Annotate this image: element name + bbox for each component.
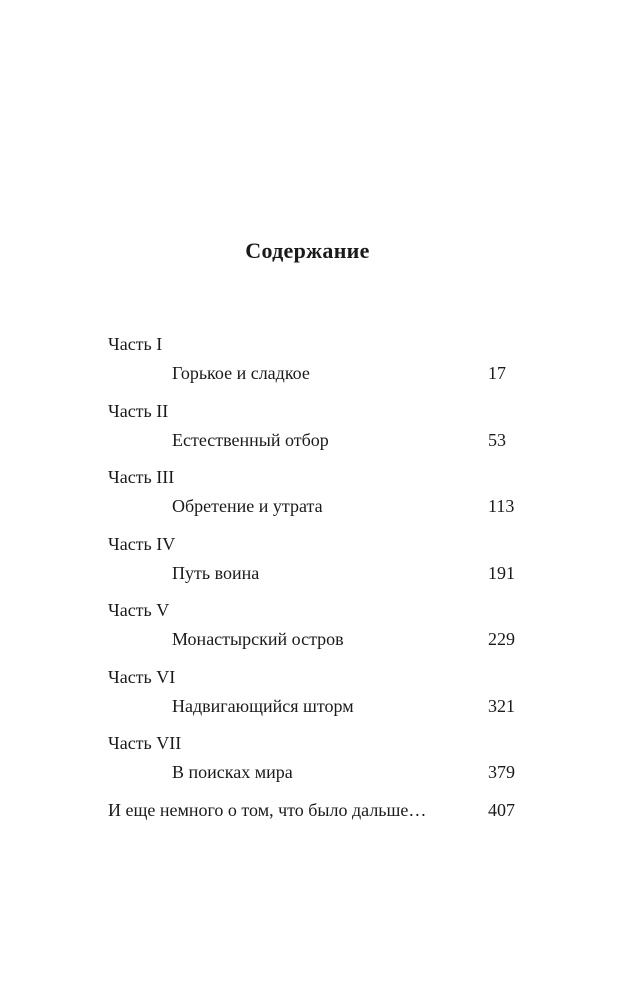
page-number: 113 xyxy=(488,496,515,516)
toc-part xyxy=(108,463,528,530)
toc-epilogue xyxy=(108,796,528,824)
table-of-contents xyxy=(108,330,528,824)
chapter-title: Надвигающийся шторм xyxy=(172,695,354,716)
toc-part xyxy=(108,330,528,397)
epilogue-title: И еще немного о том, что было дальше… xyxy=(108,799,427,820)
page-title: Содержание xyxy=(245,238,370,263)
toc-part xyxy=(108,596,528,663)
chapter-title: Естественный отбор xyxy=(172,429,329,450)
page-number: 53 xyxy=(488,429,506,450)
chapter-title: В поисках мира xyxy=(172,762,293,782)
part-label: Часть I xyxy=(108,334,163,354)
part-label: Часть VII xyxy=(108,733,182,753)
page-number: 321 xyxy=(488,695,515,716)
part-label: Часть III xyxy=(108,467,175,487)
page-number: 407 xyxy=(488,799,515,820)
page-number: 191 xyxy=(488,562,515,583)
page-number: 379 xyxy=(488,762,515,782)
chapter-title: Обретение и утрата xyxy=(172,496,323,516)
part-label: Часть IV xyxy=(108,533,176,554)
part-label: Часть II xyxy=(108,400,169,421)
part-label: Часть V xyxy=(108,600,170,620)
chapter-title: Путь воина xyxy=(172,562,260,583)
toc-part xyxy=(108,663,528,730)
part-label: Часть VI xyxy=(108,666,176,687)
toc-part xyxy=(108,530,528,597)
toc-part xyxy=(108,729,528,796)
page-number: 229 xyxy=(488,629,515,649)
page-number: 17 xyxy=(488,363,506,383)
toc-part xyxy=(108,397,528,464)
chapter-title: Горькое и сладкое xyxy=(172,363,310,383)
chapter-title: Монастырский остров xyxy=(172,629,344,649)
